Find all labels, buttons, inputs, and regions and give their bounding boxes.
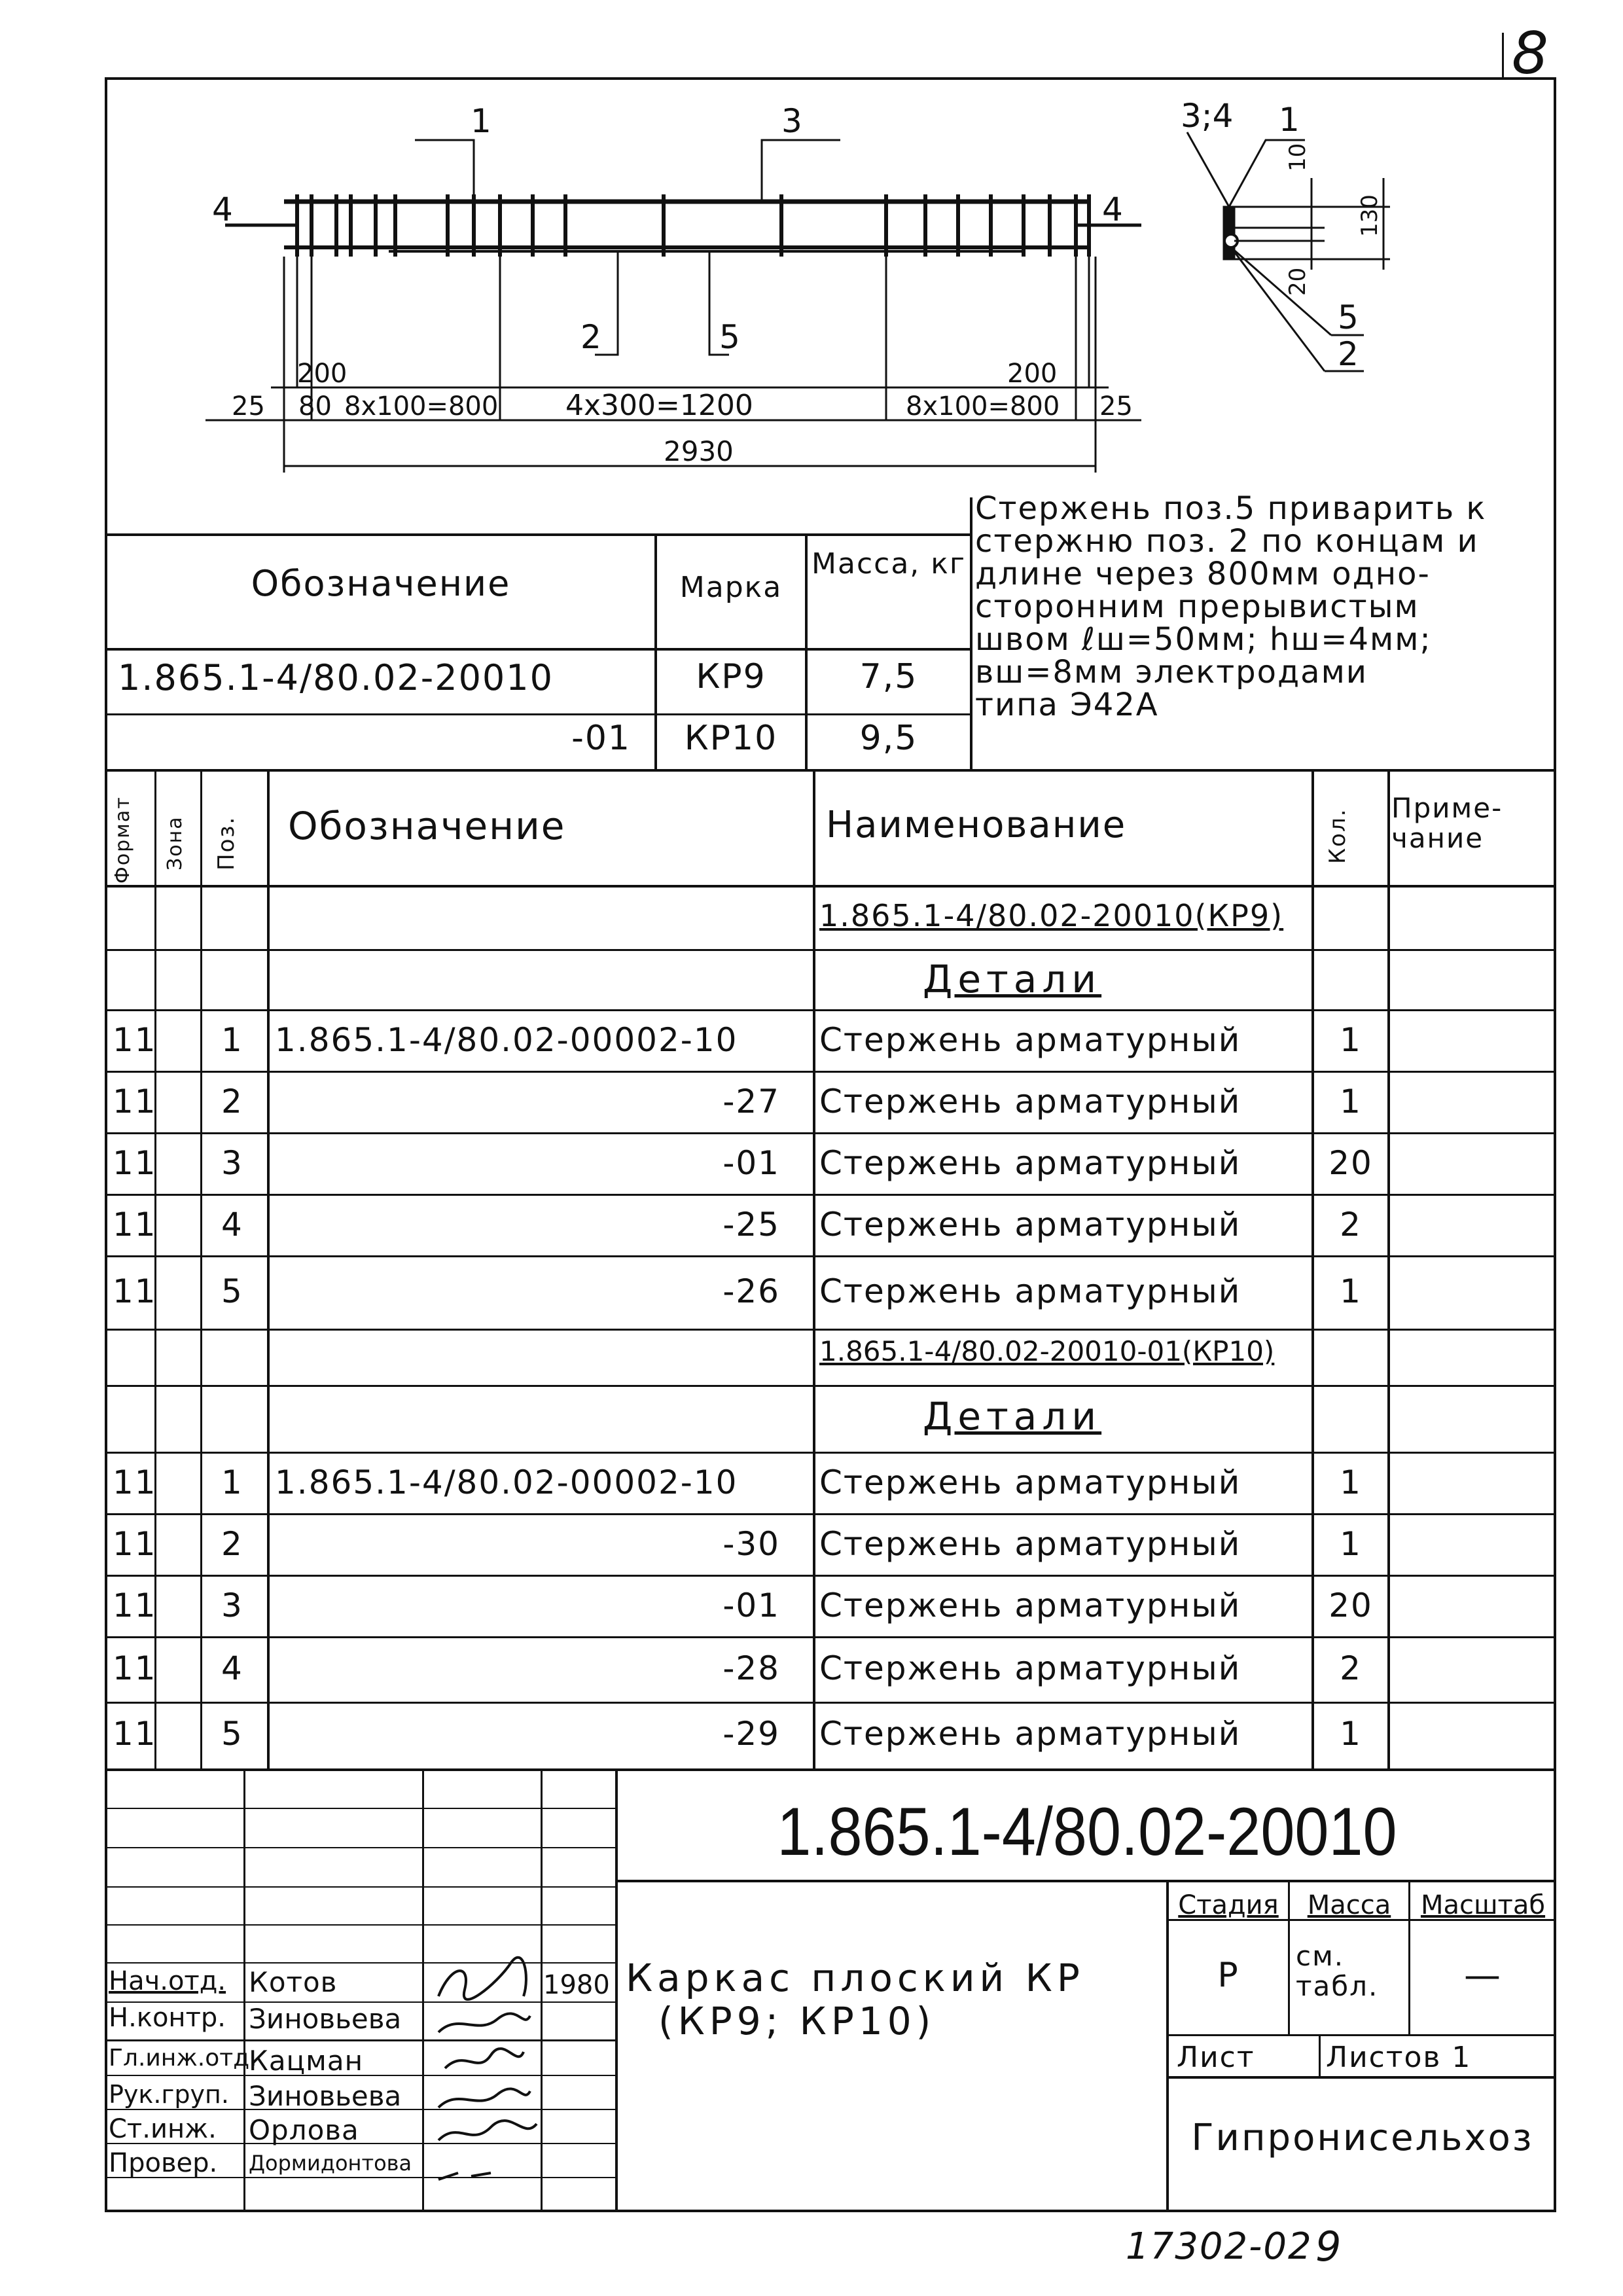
cell-qty: 2 [1340, 1649, 1362, 1687]
spec-row-line [105, 1513, 1556, 1515]
spec-row-line [105, 1768, 1556, 1771]
cell-pos: 5 [221, 1715, 243, 1753]
cell-designation: -29 [722, 1715, 780, 1753]
dim-total: 2930 [664, 435, 734, 467]
spec-row-line [105, 1702, 1556, 1704]
spec-row-line [105, 1575, 1556, 1577]
staff-role: Н.контр. [109, 2003, 226, 2033]
frame-bottom [105, 2210, 1556, 2212]
cell-name: Стержень арматурный [819, 1144, 1241, 1182]
spec-row-section: Детали [923, 957, 1102, 1001]
note-line: типа Э42А [975, 687, 1159, 723]
cell-qty: 1 [1340, 1083, 1362, 1121]
spec-row-section: Детали [923, 1394, 1102, 1439]
spec-row-assembly: 1.865.1-4/80.02-20010(КР9) [819, 898, 1284, 933]
callout-4-left: 4 [212, 190, 233, 228]
callout-3: 3 [781, 102, 802, 140]
cell-format: 11 [113, 1083, 157, 1121]
mass-header-mark: Марка [679, 571, 783, 604]
dim-10: 10 [1285, 143, 1311, 171]
cell-designation: -30 [722, 1525, 780, 1563]
cell-qty: 2 [1340, 1206, 1362, 1244]
mass-label: Масса [1307, 1890, 1391, 1920]
staff-role: Рук.груп. [109, 2080, 229, 2109]
stage-label: Стадия [1178, 1890, 1279, 1920]
note-line: Стержень поз.5 приварить к [975, 490, 1487, 527]
dim-200-left: 200 [297, 359, 348, 389]
cell-format: 11 [113, 1206, 157, 1244]
sheet-number: 8 [1512, 20, 1550, 87]
cell-designation: -01 [722, 1587, 780, 1624]
cell-qty: 20 [1329, 1144, 1373, 1182]
cell-pos: 3 [221, 1144, 243, 1182]
staff-role: Провер. [109, 2148, 218, 2178]
spec-row-line [105, 1452, 1556, 1454]
tb-col [541, 1768, 543, 2211]
staff-name: Орлова [249, 2114, 359, 2146]
cell-designation: -01 [722, 1144, 780, 1182]
spec-header-bottom [105, 885, 1556, 888]
callout-1: 1 [471, 102, 491, 140]
staff-name: Дормидонтова [249, 2151, 412, 2176]
dim-130: 130 [1357, 194, 1383, 237]
staff-name: Зиновьева [249, 2080, 402, 2112]
note-line: стержню поз. 2 по концам и [975, 523, 1479, 560]
callout-2-section: 2 [1338, 335, 1359, 373]
cell-name: Стержень арматурный [819, 1525, 1241, 1563]
tb-code-bottom [615, 1880, 1556, 1882]
sheet-label: Лист [1177, 2041, 1255, 2074]
spec-header-designation: Обозначение [288, 804, 566, 848]
spec-row-line [105, 1071, 1556, 1073]
cell-pos: 4 [221, 1649, 243, 1687]
tb-row [105, 1924, 615, 1926]
cell-designation: 1.865.1-4/80.02-00002-10 [275, 1463, 738, 1501]
mass-row-mass: 9,5 [859, 719, 918, 758]
spec-row-line [105, 1194, 1556, 1196]
sheets-label: Листов 1 [1326, 2041, 1472, 2074]
approval-year: 1980 [543, 1970, 610, 2000]
cell-name: Стержень арматурный [819, 1649, 1241, 1687]
title-line-2: (КР9; КР10) [658, 1999, 936, 2043]
mass-table-row2 [105, 713, 972, 715]
mass-table-col3 [970, 497, 972, 770]
spec-row-line [105, 949, 1556, 951]
spec-row-line [105, 1636, 1556, 1638]
note-line: вш=8мм электродами [975, 654, 1368, 691]
organization: Гипронисельхоз [1191, 2117, 1534, 2159]
tb-col [243, 1768, 245, 2211]
staff-name: Кацман [249, 2045, 364, 2077]
cell-format: 11 [113, 1272, 157, 1310]
mass-header-mass: Масса, кг [812, 547, 966, 581]
signatures [425, 1937, 540, 2209]
dim-25-right: 25 [1099, 391, 1133, 422]
dim-4x300: 4x300=1200 [565, 389, 753, 422]
tb-col [422, 1768, 424, 2211]
spec-row-assembly: 1.865.1-4/80.02-20010-01(КР10) [819, 1335, 1275, 1367]
cell-qty: 1 [1340, 1463, 1362, 1501]
tb-stage-col [1166, 1880, 1169, 2211]
cell-pos: 1 [221, 1463, 243, 1501]
dim-200-right: 200 [1007, 359, 1058, 389]
cell-designation: -26 [722, 1272, 780, 1310]
callout-1-section: 1 [1279, 101, 1300, 139]
cell-pos: 2 [221, 1083, 243, 1121]
tb-stage-values-bottom [1166, 2034, 1556, 2036]
frame-drawing [107, 80, 1554, 538]
mass-row-designation: -01 [571, 719, 631, 758]
cell-name: Стержень арматурный [819, 1021, 1241, 1059]
spec-col [1387, 770, 1390, 1770]
cell-format: 11 [113, 1649, 157, 1687]
mass-row-designation: 1.865.1-4/80.02-20010 [118, 657, 554, 698]
cell-name: Стержень арматурный [819, 1715, 1241, 1753]
stage-value: Р [1217, 1956, 1240, 1995]
mass-header-designation: Обозначение [251, 563, 511, 604]
cell-format: 11 [113, 1715, 157, 1753]
spec-header-name: Наименование [826, 804, 1127, 846]
mass-row-mark: КР9 [696, 657, 766, 696]
dim-20: 20 [1285, 267, 1311, 296]
callout-2: 2 [580, 318, 601, 356]
cell-name: Стержень арматурный [819, 1083, 1241, 1121]
mass-table-row1 [105, 648, 972, 651]
note-line: длине через 800мм одно- [975, 556, 1431, 592]
callout-5-section: 5 [1338, 298, 1359, 336]
spec-col [200, 770, 202, 1770]
dim-80: 80 [298, 391, 332, 422]
spec-row-line [105, 1009, 1556, 1011]
cell-name: Стержень арматурный [819, 1272, 1241, 1310]
spec-row-line [105, 1329, 1556, 1331]
scale-value: — [1464, 1954, 1502, 1997]
cell-designation: -25 [722, 1206, 780, 1244]
note-line: швом ℓш=50мм; hш=4мм; [975, 621, 1432, 658]
callout-3-4: 3;4 [1181, 97, 1234, 135]
weld-note [975, 492, 1551, 721]
cell-qty: 1 [1340, 1021, 1362, 1059]
cell-pos: 4 [221, 1206, 243, 1244]
spec-header-qty: Кол. [1325, 808, 1351, 864]
spec-row-line [105, 1385, 1556, 1387]
dim-25-left: 25 [232, 391, 265, 422]
tb-sheet-bottom [1166, 2076, 1556, 2079]
cell-designation: -28 [722, 1649, 780, 1687]
cell-qty: 1 [1340, 1525, 1362, 1563]
spec-header-format: Формат [111, 796, 134, 884]
mass-table-bottom [105, 769, 1556, 772]
tb-sheet-col [1319, 2034, 1321, 2076]
cell-designation: 1.865.1-4/80.02-00002-10 [275, 1021, 738, 1059]
spec-header-pos: Поз. [213, 816, 240, 870]
cell-designation: -27 [722, 1083, 780, 1121]
mass-table-top [105, 533, 972, 536]
cell-format: 11 [113, 1587, 157, 1624]
staff-role: Гл.инж.отд. [109, 2045, 257, 2072]
inventory-number: 17302-02 [1126, 2225, 1313, 2268]
document-code: 1.865.1-4/80.02-20010 [777, 1794, 1397, 1870]
cell-name: Стержень арматурный [819, 1206, 1241, 1244]
tb-row [105, 1808, 615, 1809]
spec-row-line [105, 1255, 1556, 1257]
staff-role: Ст.инж. [109, 2114, 217, 2144]
note-line: сторонним прерывистым [975, 588, 1419, 625]
mass-value: см. табл. [1296, 1940, 1379, 2002]
staff-role: Нач.отд. [109, 1966, 226, 1996]
callout-5: 5 [719, 318, 740, 356]
cell-format: 11 [113, 1144, 157, 1182]
cell-format: 11 [113, 1463, 157, 1501]
sheet-number-box-left [1502, 33, 1504, 79]
cell-qty: 1 [1340, 1272, 1362, 1310]
mass-row-mass: 7,5 [859, 657, 918, 696]
cell-pos: 3 [221, 1587, 243, 1624]
cell-pos: 5 [221, 1272, 243, 1310]
staff-name: Котов [249, 1966, 338, 1998]
scale-label: Масштаб [1420, 1890, 1546, 1920]
tb-row [105, 1847, 615, 1848]
spec-header-zone: Зона [164, 816, 187, 870]
spec-row-line [105, 1132, 1556, 1134]
mass-row-mark: КР10 [684, 719, 778, 758]
cell-name: Стержень арматурный [819, 1463, 1241, 1501]
page-number: 9 [1315, 2223, 1343, 2270]
cell-name: Стержень арматурный [819, 1587, 1241, 1624]
callout-4-right: 4 [1102, 190, 1123, 228]
staff-name: Зиновьева [249, 2003, 402, 2035]
tb-col [615, 1768, 618, 2211]
title-line-1: Каркас плоский КР [626, 1956, 1084, 2000]
cell-pos: 1 [221, 1021, 243, 1059]
spec-col [813, 770, 815, 1770]
tb-row [105, 1886, 615, 1888]
cell-qty: 20 [1329, 1587, 1373, 1624]
dim-8x100-left: 8x100=800 [344, 391, 499, 422]
cell-qty: 1 [1340, 1715, 1362, 1753]
spec-header-note: Приме- чание [1391, 792, 1503, 854]
cell-pos: 2 [221, 1525, 243, 1563]
cell-format: 11 [113, 1525, 157, 1563]
dim-8x100-right: 8x100=800 [906, 391, 1060, 422]
cell-format: 11 [113, 1021, 157, 1059]
